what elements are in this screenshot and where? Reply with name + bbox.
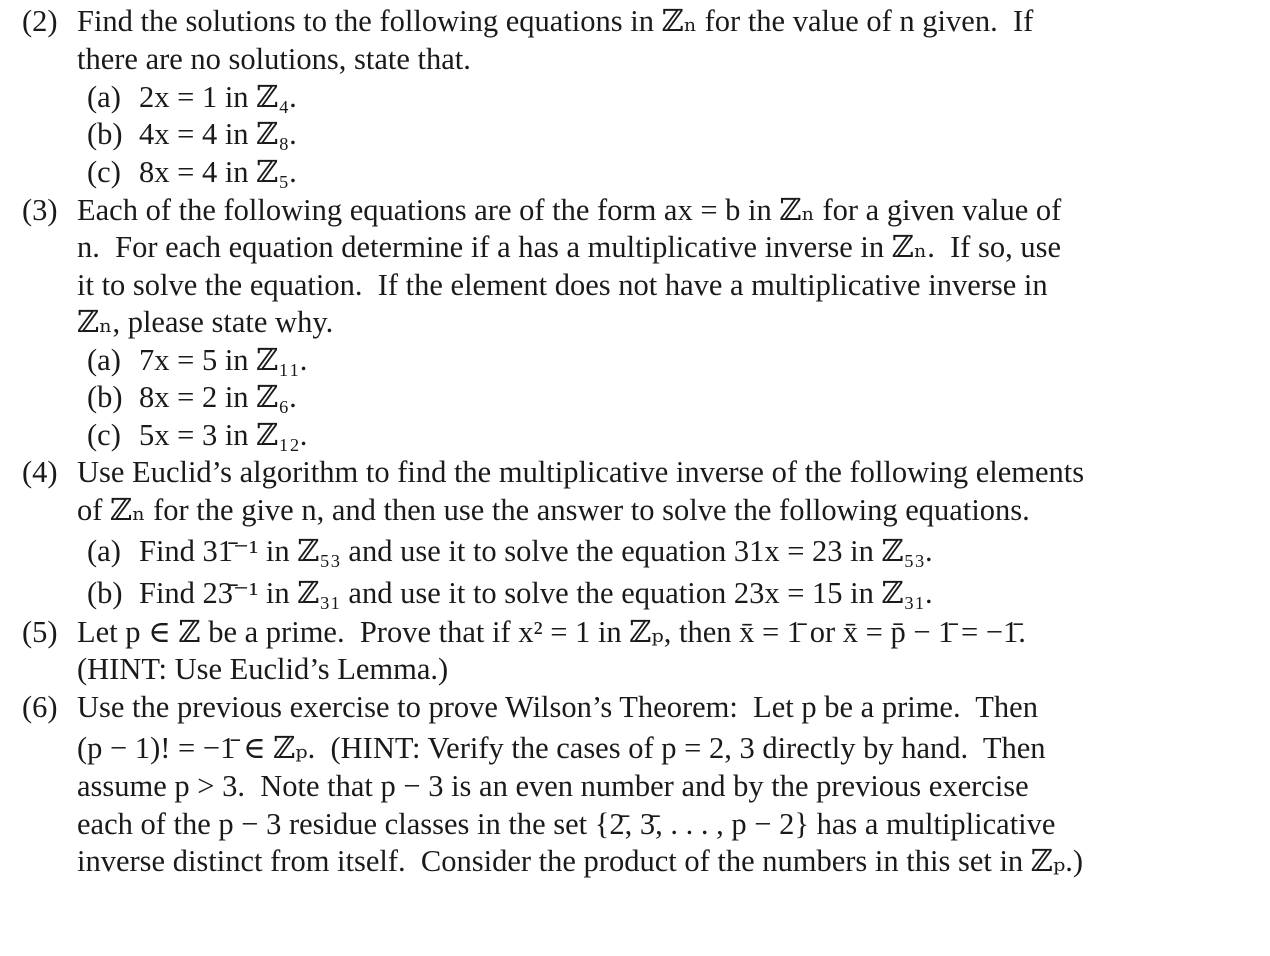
part-text: 2x = 1 in ℤ₄. [139,80,297,114]
part-label: (b) [87,576,123,610]
part-text: 5x = 3 in ℤ₁₂. [139,418,308,452]
part-label: (a) [87,534,121,568]
part-label: (a) [87,343,121,377]
part-label: (a) [87,80,121,114]
problem-text-line: Find the solutions to the following equations in ℤₙ for the value of n given. If [77,4,1034,38]
part-text: 8x = 2 in ℤ₆. [139,380,297,414]
problem-number: (2) [22,4,58,38]
part-text: Find 31̄⁻¹ in ℤ₅₃ and use it to solve the equation 31x = 23 in ℤ₅₃. [139,534,933,568]
problem-number: (6) [22,690,58,724]
part-text: Find 23̄⁻¹ in ℤ₃₁ and use it to solve the equation 23x = 15 in ℤ₃₁. [139,576,933,610]
problem-part [87,536,933,567]
problem-text-line: Let p ∈ ℤ be a prime. Prove that if x² = 1 in ℤₚ, then x̄ = 1̄ or x̄ = p̄ − 1̄ = −1̄. [77,615,1026,649]
problem-text-line: Each of the following equations are of the form ax = b in ℤₙ for a given value of [77,193,1062,227]
problem-part [87,382,297,413]
problem-text-line: inverse distinct from itself. Consider the product of the numbers in this set in ℤₚ.) [77,844,1084,878]
part-label: (b) [87,117,123,151]
part-label: (c) [87,418,121,452]
problem-text-line: Use Euclid’s algorithm to find the multiplicative inverse of the following elements [77,455,1085,489]
part-label: (c) [87,155,121,189]
problem-text-line: n. For each equation determine if a has a multiplicative inverse in ℤₙ. If so, use [77,230,1062,264]
problem-part [87,578,933,609]
problem-part [87,119,297,150]
problem-part [87,420,307,451]
problem-text-line: (p − 1)! = −1̄ ∈ ℤₚ. (HINT: Verify the cases of p = 2, 3 directly by hand. Then [77,731,1046,765]
problem-text-line: assume p > 3. Note that p − 3 is an even number and by the previous exercise [77,769,1029,803]
problem-number: (4) [22,455,58,489]
problem-text-line: of ℤₙ for the give n, and then use the answer to solve the following equations. [77,493,1030,527]
problem-text-line: there are no solutions, state that. [77,42,471,76]
problem-part [87,345,307,376]
problem-text-line: ℤₙ, please state why. [77,305,334,339]
part-label: (b) [87,380,123,414]
problem-text-line: it to solve the equation. If the element does not have a multiplicative inverse in [77,268,1048,302]
problem-part [87,157,297,188]
problem-text-line: Use the previous exercise to prove Wilson’s Theorem: Let p be a prime. Then [77,690,1038,724]
part-text: 7x = 5 in ℤ₁₁. [139,343,308,377]
problem-text-line: each of the p − 3 residue classes in the set {2̄, 3̄, . . . , p − 2} has a multiplicative [77,807,1056,841]
problem-number: (3) [22,193,58,227]
part-text: 4x = 4 in ℤ₈. [139,117,297,151]
problem-text-line: (HINT: Use Euclid’s Lemma.) [77,652,449,686]
problem-number: (5) [22,615,58,649]
part-text: 8x = 4 in ℤ₅. [139,155,297,189]
problem-part [87,82,297,113]
